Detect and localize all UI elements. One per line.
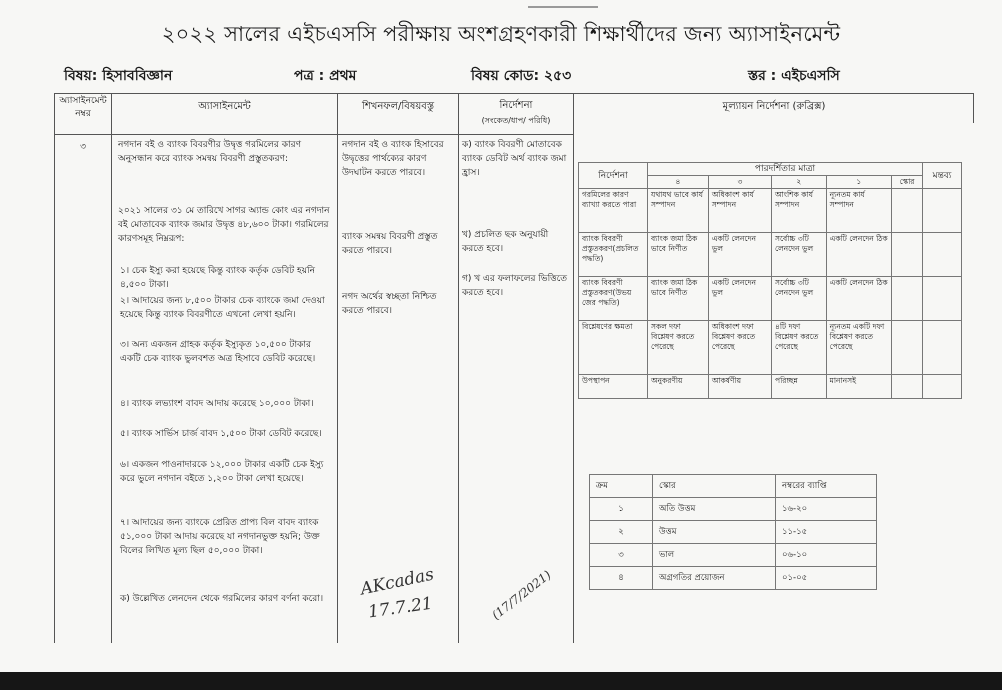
rubric-cell: সর্বোচ্চ ৩টি লেনদেন ভুল — [772, 233, 827, 277]
paper-label: পত্র : প্রথম — [294, 68, 357, 84]
signature-1: AKcadas — [358, 564, 436, 600]
rubric-level-1: ১ — [826, 176, 891, 189]
transaction-item: ১। চেক ইস্যু করা হয়েছে কিন্তু ব্যাংক কর্তৃক ডেবিট হয়নি ৪,৫০০ টাকা। — [120, 266, 315, 290]
assignment-question: ক) উল্লেখিত লেনদেন থেকে গরমিলের কারণ বর্ণনা করো। — [120, 594, 324, 604]
rubric-criterion: ব্যাংক বিবরণী প্রস্তুতকরণ(উভয় জের পদ্ধতি) — [579, 277, 648, 321]
header-rubric: মূল্যায়ন নির্দেশনা (রুব্রিক্স) — [722, 101, 826, 112]
header-divider — [54, 134, 574, 135]
rubric-cell: অধিকাংশ দফা বিশ্লেষণ করতে পেরেছে — [708, 321, 771, 375]
rubric-cell: একটি লেনদেন ভুল — [708, 277, 771, 321]
rubric-header-score: স্কোর — [892, 176, 923, 189]
rubric-cell: ৪টি দফা বিশ্লেষণ করতে পেরেছে — [772, 321, 827, 375]
score-serial: ৪ — [590, 567, 653, 590]
subject-label: বিষয়: হিসাববিজ্ঞান — [64, 68, 173, 84]
col-divider-1 — [111, 93, 112, 643]
rubric-cell: আকর্ষণীয় — [708, 375, 771, 399]
transaction-item: ৪। ব্যাংক লভ্যাংশ বাবদ আদায় করেছে ১০,০০০ টাকা। — [120, 399, 314, 409]
rubric-cell: ব্যাংক জমা ঠিক ভাবে নির্ণীত — [648, 233, 709, 277]
rubric-cell: অনুকরণীয় — [648, 375, 709, 399]
rubric-cell: আংশিক কার্য সম্পাদন — [772, 189, 827, 233]
bottom-edge — [0, 672, 1002, 690]
score-header-serial: ক্রম — [590, 475, 653, 498]
rubric-table — [578, 162, 962, 399]
learning-outcome-item: নগদ অর্থের স্বচ্ছতা নিশ্চিত করতে পারবে। — [342, 292, 437, 316]
rubric-cell: ন্যূনতম কার্য সম্পাদন — [826, 189, 891, 233]
score-serial: ১ — [590, 498, 653, 521]
rubric-header-level: পারদর্শিতার মাত্রা — [648, 163, 923, 176]
page-title: ২০২২ সালের এইচএসসি পরীক্ষায় অংশগ্রহণকারী শিক্ষার্থীদের জন্য অ্যাসাইনমেন্ট — [161, 22, 841, 46]
score-serial: ২ — [590, 521, 653, 544]
score-header-grade: স্কোর — [653, 475, 776, 498]
score-header-range: নম্বরের ব্যাপ্তি — [776, 475, 877, 498]
instruction-item: ক) ব্যাংক বিবরণী মোতাবেক ব্যাংক ডেবিট অর্থ ব্যাংক জমা হ্রাস। — [462, 140, 567, 178]
transaction-item: ৫। ব্যাংক সার্ভিস চার্জ বাবদ ১,৫০০ টাকা ডেবিট করেছে। — [120, 429, 322, 439]
transaction-item: ২। আদায়ের জন্য ৮,৫০০ টাকার চেক ব্যাংকে জমা দেওয়া হয়েছে কিন্তু ব্যাংক বিবরণীতে এখনো লেখা হয়নি। — [120, 296, 325, 320]
rubric-score-cell — [892, 321, 923, 375]
rubric-header-remark: মন্তব্য — [923, 163, 962, 189]
header-learning-outcome: শিখনফল/বিষয়বস্তু — [361, 101, 435, 112]
signature-date-1: 17.7.21 — [366, 593, 434, 623]
rubric-cell: একটি লেনদেন ঠিক — [826, 277, 891, 321]
rubric-cell: মানানসই — [826, 375, 891, 399]
level-label: স্তর : এইচএসসি — [748, 68, 840, 84]
rubric-cell: সকল দফা বিশ্লেষণ করতে পেরেছে — [648, 321, 709, 375]
assignment-number: ৩ — [80, 142, 86, 152]
rubric-score-cell — [892, 189, 923, 233]
table-border-left — [54, 93, 55, 643]
score-range: ১৬-২০ — [776, 498, 877, 521]
rubric-level-3: ৩ — [708, 176, 771, 189]
signature-2: (17/7/2021) — [489, 567, 554, 623]
rubric-level-2: ২ — [772, 176, 827, 189]
subject-code-label: বিষয় কোড: ২৫৩ — [471, 68, 572, 84]
header-instruction-sub: (সংকেত/ধাপ/ পরিধি) — [481, 116, 551, 125]
scan-mark — [528, 6, 598, 8]
rubric-cell: যথাযথ ভাবে কার্য সম্পাদন — [648, 189, 709, 233]
assignment-scenario: ২০২১ সালের ৩১ মে তারিখে সাগর অ্যান্ড কোং এর নগদান বই মোতাবেক ব্যাংক জমার উদ্বৃত্ত ৪৮,৬০০ টাকা। গরমিলের কারণসমূহ নিম্নরূপ: — [118, 206, 330, 244]
col-divider-2 — [337, 93, 338, 643]
rubric-remark-cell — [923, 321, 962, 375]
score-range-table — [589, 474, 877, 590]
score-range: ০৬-১০ — [776, 544, 877, 567]
rubric-score-cell — [892, 375, 923, 399]
rubric-cell: অধিকাংশ কার্য সম্পাদন — [708, 189, 771, 233]
score-range: ১১-১৫ — [776, 521, 877, 544]
rubric-remark-cell — [923, 233, 962, 277]
rubric-level-4: ৪ — [648, 176, 709, 189]
score-range: ০১-০৫ — [776, 567, 877, 590]
learning-outcome-item: ব্যাংক সমন্বয় বিবরণী প্রস্তুত করতে পারবে। — [342, 232, 438, 256]
rubric-cell: একটি লেনদেন ভুল — [708, 233, 771, 277]
header-assignment-no: অ্যাসাইনমেন্ট নম্বর — [59, 96, 107, 119]
rubric-criterion: গরমিলের কারণ ব্যাখ্যা করতে পারা — [579, 189, 648, 233]
score-grade: উত্তম — [653, 521, 776, 544]
score-serial: ৩ — [590, 544, 653, 567]
score-grade: অতি উত্তম — [653, 498, 776, 521]
rubric-criterion: ব্যাংক বিবরণী প্রস্তুতকরণ(প্রচলিত পদ্ধতি) — [579, 233, 648, 277]
learning-outcome-item: নগদান বই ও ব্যাংক হিসাবের উদ্বৃত্তের পার্থক্যের কারণ উদঘাটন করতে পারবে। — [342, 140, 444, 178]
col-divider-4 — [573, 93, 574, 643]
rubric-remark-cell — [923, 375, 962, 399]
rubric-score-cell — [892, 277, 923, 321]
rubric-remark-cell — [923, 189, 962, 233]
transaction-item: ৩। অন্য একজন গ্রাহক কর্তৃক ইস্যুকৃত ১০,৫০০ টাকার একটি চেক ব্যাংক ভুলবশত অত্র হিসাবে ডেবিট করেছে। — [120, 340, 316, 364]
table-border-top — [54, 93, 974, 94]
header-instruction: নির্দেশনা — [499, 100, 533, 111]
rubric-cell: একটি লেনদেন ঠিক — [826, 233, 891, 277]
instruction-item: গ) খ এর ফলাফলের ভিত্তিতে করতে হবে। — [462, 274, 567, 298]
score-grade: অগ্রগতির প্রয়োজন — [653, 567, 776, 590]
rubric-criterion: বিশ্লেষণের ক্ষমতা — [579, 321, 648, 375]
rubric-score-cell — [892, 233, 923, 277]
header-assignment: অ্যাসাইনমেন্ট — [198, 101, 251, 112]
transaction-item: ৭। আদায়ের জন্য ব্যাংকে প্রেরিত প্রাপ্য বিল বাবদ ব্যাংক ৫১,০০০ টাকা আদায় করেছে যা নগদানভুক্ত হয়নি; উক্ত বিলের লিখিত মূল্য ছিল ৫০,০০০ টাকা। — [120, 518, 320, 556]
assignment-task: নগদান বই ও ব্যাংক বিবরণীর উদ্বৃত্ত গরমিলের কারণ অনুসন্ধান করে ব্যাংক সমন্বয় বিবরণী প্রস্তুতকরণ: — [118, 140, 302, 164]
rubric-cell: পরিচ্ছন্ন — [772, 375, 827, 399]
col-divider-3 — [458, 93, 459, 643]
rubric-cell: সর্বোচ্চ ৩টি লেনদেন ভুল — [772, 277, 827, 321]
rubric-remark-cell — [923, 277, 962, 321]
rubric-cell: ন্যূনতম একটি দফা বিশ্লেষণ করতে পেরেছে — [826, 321, 891, 375]
transaction-item: ৬। একজন পাওনাদারকে ১২,০০০ টাকার একটি চেক ইস্যু করে ভুলে নগদান বইতে ১,২০০ টাকা লেখা হয়েছে। — [120, 460, 324, 484]
rubric-criterion: উপস্থাপন — [579, 375, 648, 399]
rubric-header-instruction: নির্দেশনা — [579, 163, 648, 189]
instruction-item: খ) প্রচলিত ছক অনুযায়ী করতে হবে। — [462, 230, 549, 254]
score-grade: ভাল — [653, 544, 776, 567]
rubric-cell: ব্যাংক জমা ঠিক ভাবে নির্ণীত — [648, 277, 709, 321]
